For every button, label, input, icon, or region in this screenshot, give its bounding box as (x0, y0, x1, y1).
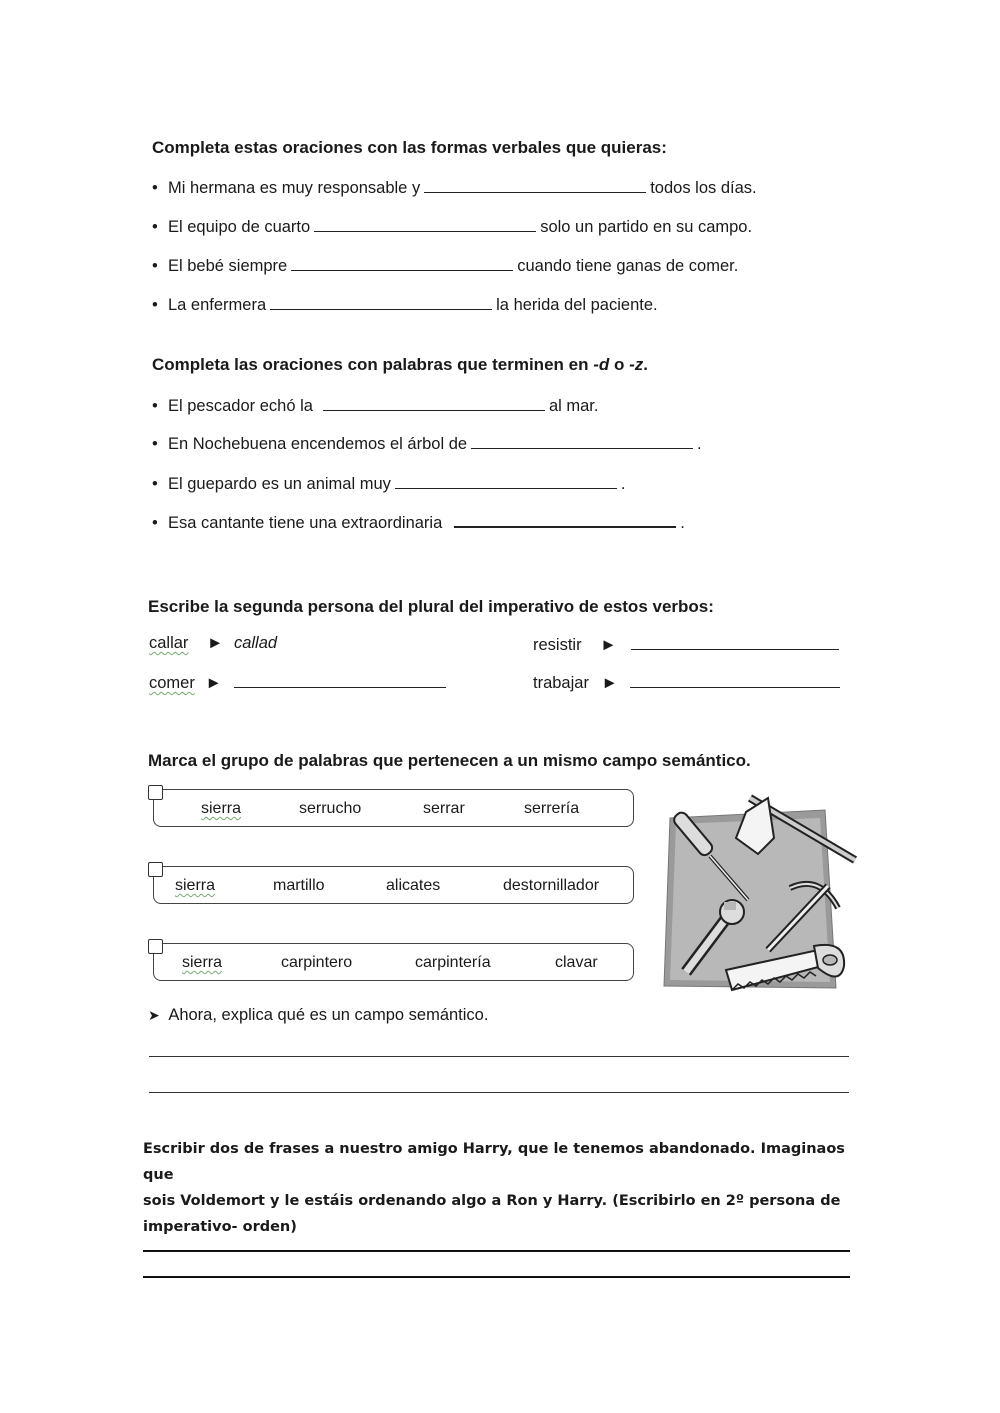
s2-sentence-4: • Esa cantante tiene una extraordinaria . (152, 511, 685, 533)
s1-sentence-2: • El equipo de cuarto solo un partido en su campo. (152, 218, 753, 236)
semantic-field-prompt: ➤ Ahora, explica qué es un campo semántico. (148, 1006, 489, 1024)
answer-blank[interactable] (234, 672, 446, 688)
arrow-icon: ► (207, 634, 224, 652)
group-3-checkbox[interactable] (148, 939, 163, 954)
answer-blank[interactable] (424, 177, 646, 193)
answer-line[interactable] (149, 1056, 849, 1057)
arrow-icon: ► (205, 674, 222, 692)
group-2-checkbox[interactable] (148, 862, 163, 877)
example-answer: callad (233, 634, 278, 652)
s1-sentence-3: • El bebé siempre cuando tiene ganas de comer. (152, 257, 739, 275)
answer-line[interactable] (143, 1276, 850, 1278)
answer-blank[interactable] (323, 395, 545, 411)
verb-trabajar: trabajar ► (533, 672, 844, 693)
s2-sentence-1: • El pescador echó la al mar. (152, 397, 599, 415)
section4-title: Marca el grupo de palabras que pertenecen a un mismo campo semántico. (148, 751, 751, 770)
group-1-checkbox[interactable] (148, 785, 163, 800)
section1-title: Completa estas oraciones con las formas verbales que quieras: (152, 138, 667, 157)
answer-blank[interactable] (270, 294, 492, 310)
answer-blank[interactable] (471, 433, 693, 449)
answer-line[interactable] (149, 1092, 849, 1093)
tools-clipart-icon (640, 790, 860, 1000)
s2-sentence-2: • En Nochebuena encendemos el árbol de . (152, 435, 702, 453)
answer-line[interactable] (143, 1250, 850, 1252)
answer-blank[interactable] (631, 634, 839, 650)
arrow-icon: ➤ (148, 1007, 160, 1023)
answer-blank[interactable] (291, 255, 513, 271)
s1-sentence-1: • Mi hermana es muy responsable y todos los días. (152, 179, 757, 197)
arrow-icon: ► (601, 674, 618, 692)
verb-callar: callar ► callad (149, 634, 278, 652)
answer-blank[interactable] (454, 511, 676, 528)
verb-comer: comer ► (149, 672, 450, 693)
harry-instructions: Escribir dos de frases a nuestro amigo Harry, que le tenemos abandonado. Imaginaos que sois Voldemort y le estáis ordenando algo a Ron y Harry. (Escribirlo en 2º persona de imperativo- orden) (143, 1141, 845, 1235)
s1-sentence-4: • La enfermera la herida del paciente. (152, 296, 658, 314)
answer-blank[interactable] (630, 672, 840, 688)
section2-title: Completa las oraciones con palabras que terminen en -d o -z. (152, 355, 648, 374)
verb-resistir: resistir ► (533, 634, 843, 655)
word-group-1: sierra serrucho serrar serrería (153, 789, 634, 827)
word-group-3: sierra carpintero carpintería clavar (153, 943, 634, 981)
section3-title: Escribe la segunda persona del plural del imperativo de estos verbos: (148, 597, 714, 616)
word-group-2: sierra martillo alicates destornillador (153, 866, 634, 904)
s2-sentence-3: • El guepardo es un animal muy . (152, 475, 626, 493)
answer-blank[interactable] (395, 473, 617, 489)
answer-blank[interactable] (314, 216, 536, 232)
arrow-icon: ► (600, 636, 617, 654)
